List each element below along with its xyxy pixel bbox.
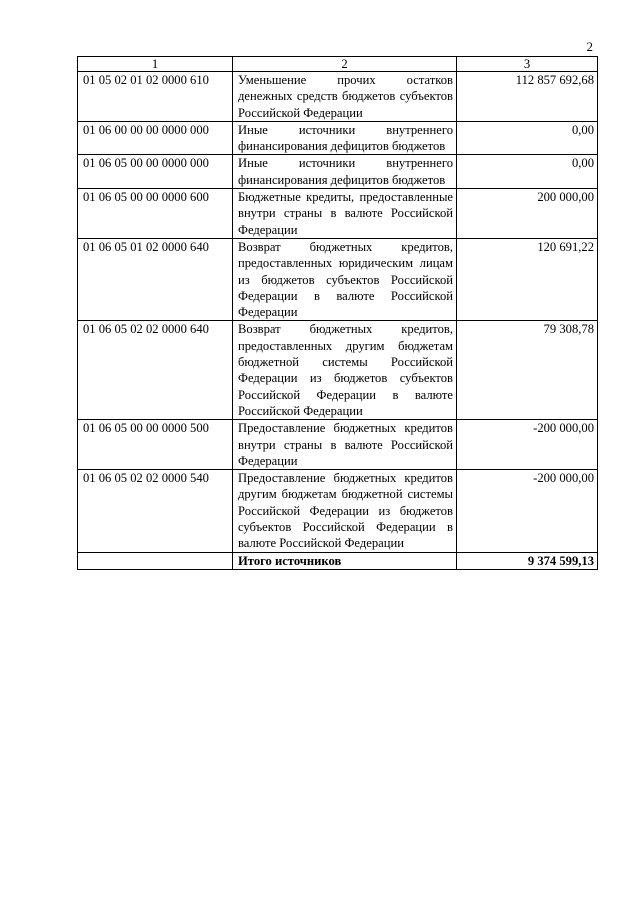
cell-name: Иные источники внутреннего финансирования дефицитов бюджетов — [233, 155, 457, 189]
cell-name: Предоставление бюджетных кредитов внутри страны в валюте Российской Федерации — [233, 420, 457, 470]
table-row — [78, 155, 598, 189]
budget-sources-table — [77, 56, 598, 570]
column-header-name: 2 — [233, 57, 457, 72]
table-row — [78, 72, 598, 122]
total-row — [78, 552, 598, 569]
cell-code: 01 06 05 00 00 0000 000 — [78, 155, 233, 189]
column-header-code: 1 — [78, 57, 233, 72]
table-row — [78, 189, 598, 239]
cell-code: 01 06 05 02 02 0000 540 — [78, 470, 233, 552]
cell-code: 01 06 05 00 00 0000 500 — [78, 420, 233, 470]
cell-code: 01 06 00 00 00 0000 000 — [78, 121, 233, 155]
table-header — [78, 57, 598, 72]
cell-code: 01 06 05 02 02 0000 640 — [78, 321, 233, 420]
page-number: 2 — [586, 39, 593, 54]
cell-name: Иные источники внутреннего финансирования дефицитов бюджетов — [233, 121, 457, 155]
cell-amount: 79 308,78 — [457, 321, 598, 420]
cell-amount: -200 000,00 — [457, 420, 598, 470]
table-row — [78, 321, 598, 420]
table-row — [78, 420, 598, 470]
table-row — [78, 121, 598, 155]
cell-amount: 0,00 — [457, 121, 598, 155]
cell-name: Возврат бюджетных кредитов, предоставленных юридическим лицам из бюджетов субъектов Российской Федерации в валюте Российской Федерации — [233, 238, 457, 320]
cell-amount: 112 857 692,68 — [457, 72, 598, 122]
total-amount: 9 374 599,13 — [457, 552, 598, 569]
cell-name: Уменьшение прочих остатков денежных средств бюджетов субъектов Российской Федерации — [233, 72, 457, 122]
cell-code: 01 05 02 01 02 0000 610 — [78, 72, 233, 122]
cell-amount: -200 000,00 — [457, 470, 598, 552]
total-code-cell — [78, 552, 233, 569]
column-header-amount: 3 — [457, 57, 598, 72]
table-body — [78, 72, 598, 570]
cell-amount: 120 691,22 — [457, 238, 598, 320]
header-row — [78, 57, 598, 72]
cell-code: 01 06 05 00 00 0000 600 — [78, 189, 233, 239]
cell-name: Возврат бюджетных кредитов, предоставленных другим бюджетам бюджетной системы Российской Федерации из бюджетов субъектов Российской Федерации в валюте Российской Федерации — [233, 321, 457, 420]
total-label: Итого источников — [233, 552, 457, 569]
cell-amount: 0,00 — [457, 155, 598, 189]
cell-code: 01 06 05 01 02 0000 640 — [78, 238, 233, 320]
cell-name: Предоставление бюджетных кредитов другим бюджетам бюджетной системы Российской Федерации из бюджетов субъектов Российской Федерации в валюте Российской Федерации — [233, 470, 457, 552]
table-row — [78, 238, 598, 320]
cell-amount: 200 000,00 — [457, 189, 598, 239]
cell-name: Бюджетные кредиты, предоставленные внутри страны в валюте Российской Федерации — [233, 189, 457, 239]
table-row — [78, 470, 598, 552]
